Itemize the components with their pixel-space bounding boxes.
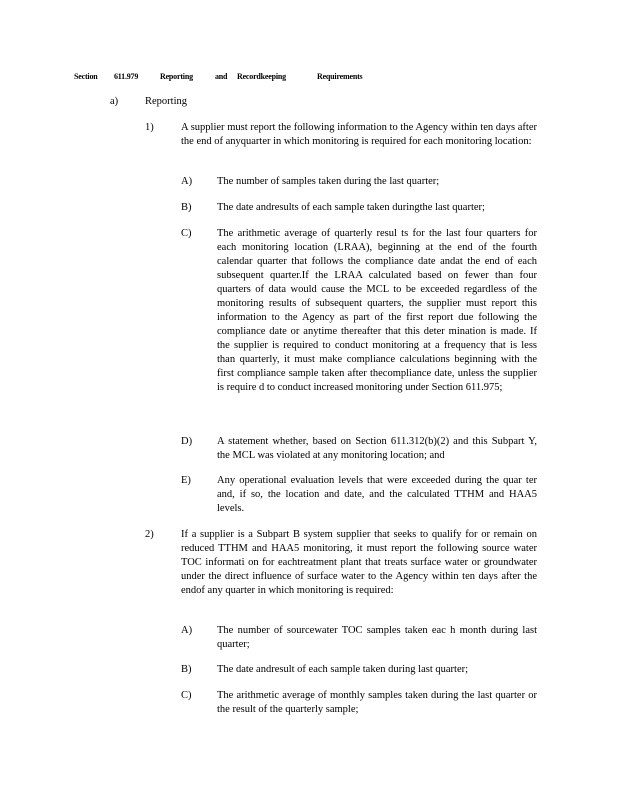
- heading-section-number: 611.979: [114, 72, 139, 81]
- item-1a-text: The number of samples taken during the last quarter;: [217, 176, 440, 187]
- item-1a-label: A): [181, 176, 193, 187]
- item-1d-text: A statement whether, based on Section 611.312(b)(2) and this Subpart Y, the MCL was violated at any monitoring location; and: [217, 436, 537, 461]
- item-1-label: 1): [145, 122, 154, 133]
- item-2b-label: B): [181, 664, 192, 675]
- item-2a-text: The number of sourcewater TOC samples taken eac h month during last quarter;: [217, 625, 537, 650]
- item-1d-label: D): [181, 436, 193, 447]
- item-1c-text: The arithmetic average of quarterly resul ts for the last four quarters for each monitoring location (LRAA), beginning at the end of the fourth calendar quarter that follows the compliance date andat the end of each subsequent quarter.If the LRAA calculated based on fewer than four quarters of data would cause the MCL to be exceeded regardless of the monitoring results of subsequent quarters, the supplier must report this information to the Agency as part of the first report due following the compliance date or anytime thereafter that this deter mination is made. If the supplier is required to conduct monitoring at a frequency that is less than quarterly, it must make compliance calculations beginning with the first compliance sample taken after thecompliance date, unless the supplier is require d to conduct increased monitoring under Section 611.975;: [217, 228, 537, 393]
- heading-section-word: Section: [74, 72, 98, 81]
- item-2-label: 2): [145, 529, 154, 540]
- item-1b-text: The date andresults of each sample taken duringthe last quarter;: [217, 202, 485, 213]
- item-2c-text: The arithmetic average of monthly samples taken during the last quarter or the result of the quarterly sample;: [217, 690, 537, 715]
- item-1b-label: B): [181, 202, 192, 213]
- section-heading: [74, 70, 374, 84]
- item-2b-text: The date andresult of each sample taken during last quarter;: [217, 664, 469, 675]
- heading-word-recordkeeping: Recordkeeping: [237, 72, 286, 81]
- item-2a-label: A): [181, 625, 193, 636]
- heading-word-reporting: Reporting: [160, 72, 193, 81]
- heading-word-requirements: Requirements: [317, 72, 363, 81]
- item-1e-text: Any operational evaluation levels that were exceeded during the quar ter and, if so, the location and date, and the calculated TTHM and HAA5 levels.: [217, 475, 537, 514]
- subsection-a-label: a): [110, 96, 119, 107]
- subsection-a-title: Reporting: [145, 96, 187, 107]
- heading-word-and: and: [215, 72, 228, 81]
- item-1e-label: E): [181, 475, 191, 486]
- item-1c-label: C): [181, 228, 192, 239]
- item-1-text: A supplier must report the following information to the Agency within ten days after the end of anyquarter in which monitoring is required for each monitoring location:: [181, 122, 537, 147]
- item-2-text: If a supplier is a Subpart B system supplier that seeks to qualify for or remain on reduced TTHM and HAA5 monitoring, it must report the following source water TOC informati on for eachtreatment plant that treats surface water or groundwater under the direct influence of surface water to the Agency within ten days after the endof any quarter in which monitoring is required:: [181, 529, 537, 596]
- item-2c-label: C): [181, 690, 192, 701]
